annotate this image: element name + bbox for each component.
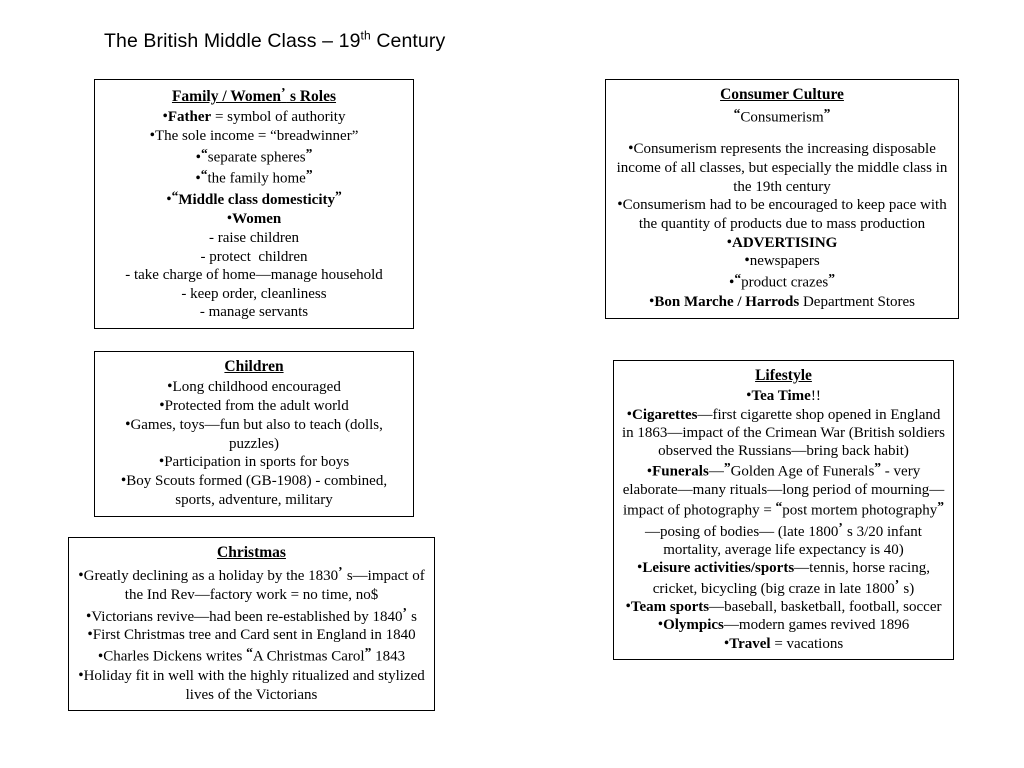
box-title-lifestyle: Lifestyle — [755, 367, 812, 384]
list-item: • Consumerism had to be encouraged to keep pace with the quantity of products due to mass production — [613, 196, 951, 233]
list-item: • Funerals—”Golden Age of Funerals” - very elaborate—many rituals—long period of mourning—impact of photography = “post mortem photography” — [621, 460, 946, 519]
list-item: • Olympics—modern games revived 1896 — [621, 616, 946, 634]
list-item: • Team sports—baseball, basketball, football, soccer — [621, 598, 946, 616]
list-item: • “product crazes” — [613, 271, 951, 292]
box-title-consumer: Consumer Culture — [720, 86, 844, 103]
list-item: • Greatly declining as a holiday by the 1830’ s—impact of the Ind Rev—factory work = no time, no$ — [76, 564, 427, 604]
box-title-family: Family / Women’ s Roles — [171, 85, 337, 106]
list-item: • Leisure activities/sports—tennis, horse racing, cricket, bicycling (big craze in late 1800’ s) — [621, 559, 946, 598]
list-item: • Consumerism represents the increasing disposable income of all classes, but especially the middle class in the 19th century — [613, 140, 951, 196]
list-item: • Charles Dickens writes “A Christmas Carol” 1843 — [76, 645, 427, 666]
box-subtitle-consumer: “Consumerism” — [733, 106, 831, 126]
list-item: • Father = symbol of authority — [102, 108, 406, 127]
list-item: • Games, toys—fun but also to teach (dolls, puzzles) — [102, 416, 406, 453]
list-item: • “separate spheres” — [102, 146, 406, 167]
list-item: - protect children — [200, 248, 308, 265]
list-item: • Long childhood encouraged — [102, 378, 406, 397]
list-item: • “the family home” — [102, 167, 406, 188]
box-title-children: Children — [224, 358, 284, 375]
list-item: - keep order, cleanliness — [181, 285, 327, 302]
list-item: • Travel = vacations — [621, 635, 946, 653]
note-box-lifestyle — [613, 360, 954, 660]
note-box-christmas — [68, 537, 435, 711]
list-item: • Cigarettes—first cigarette shop opened in England in 1863—impact of the Crimean War (British soldiers observed the Russians—bring back habit) — [621, 406, 946, 460]
list-item: • ADVERTISING — [613, 234, 951, 253]
page-title — [104, 30, 445, 53]
list-item: • Tea Time!! — [621, 387, 946, 406]
note-box-children — [94, 351, 414, 517]
list-item: - take charge of home—manage household — [125, 267, 383, 284]
list-item: • Women — [102, 210, 406, 229]
box-title-christmas: Christmas — [217, 544, 286, 561]
list-item: • “Middle class domesticity” — [102, 189, 406, 210]
spacer — [613, 127, 951, 140]
list-item: • The sole income = “breadwinner” — [102, 127, 406, 146]
page-title-main: The British Middle Class — [104, 30, 323, 52]
list-item: • Boy Scouts formed (GB-1908) - combined, sports, adventure, military — [102, 472, 406, 509]
page-title-tail: Century — [370, 30, 446, 52]
list-item: • First Christmas tree and Card sent in England in 1840 — [76, 626, 427, 645]
list-item: • Victorians revive—had been re-established by 1840’ s — [76, 605, 427, 627]
list-item: • Bon Marche / Harrods Department Stores — [613, 293, 951, 312]
list-item: - raise children — [209, 230, 299, 247]
note-box-consumer-culture — [605, 79, 959, 319]
list-item: - manage servants — [199, 304, 309, 321]
list-item: —posing of bodies— (late 1800’ s 3/20 infant mortality, average life expectancy is 40) — [645, 519, 922, 558]
list-item: • Protected from the adult world — [102, 397, 406, 416]
page-title-century: – 19 — [322, 30, 361, 52]
list-item: • Holiday fit in well with the highly ritualized and stylized lives of the Victorians — [76, 667, 427, 704]
note-box-family-womens-roles — [94, 79, 414, 329]
list-item: • newspapers — [613, 252, 951, 271]
page-title-ordinal-suffix: th — [360, 28, 371, 43]
list-item: • Participation in sports for boys — [102, 453, 406, 472]
